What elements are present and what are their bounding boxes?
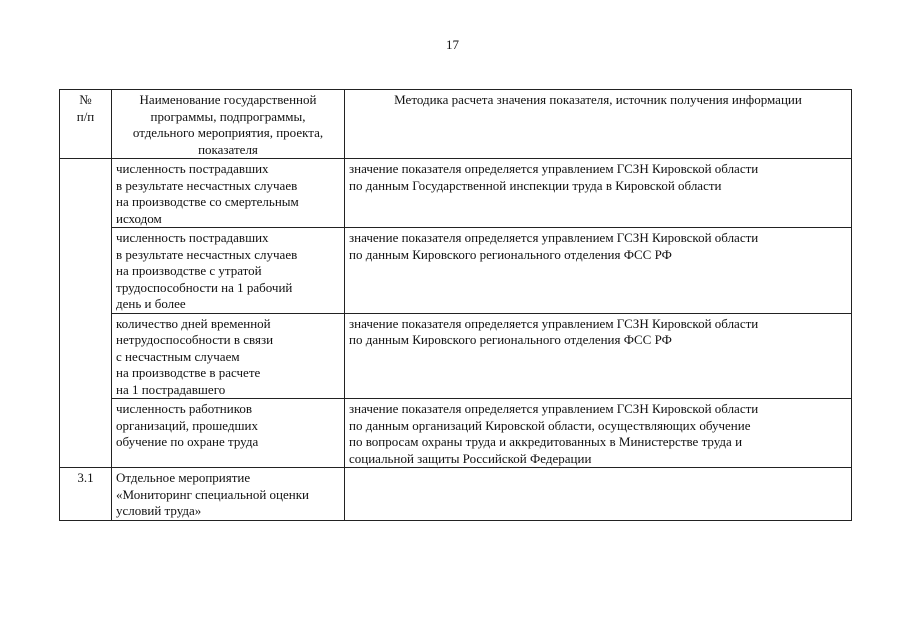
row-name-cell: [112, 159, 345, 228]
row-name-cell: [112, 468, 345, 521]
row-method-cell: [345, 159, 852, 228]
row-name-line: на производстве с утратой: [116, 263, 262, 278]
row-num-cell: [60, 159, 112, 468]
header-name-line: показателя: [198, 141, 258, 157]
row-method-line: значение показателя определяется управлением ГСЗН Кировской области: [349, 161, 759, 176]
row-name-line: нетрудоспособности в связи: [116, 332, 274, 347]
header-num: [60, 90, 112, 159]
table-row: [60, 468, 852, 521]
row-name-line: обучение по охране труда: [116, 434, 259, 449]
row-name-line: исходом: [116, 210, 162, 226]
row-method-line: значение показателя определяется управлением ГСЗН Кировской области: [349, 401, 759, 416]
indicators-table: [59, 89, 852, 521]
row-name-line: с несчастным случаем: [116, 348, 240, 364]
row-method-cell: [345, 228, 852, 314]
table-header-row: [60, 90, 852, 159]
row-name-cell: [112, 228, 345, 314]
header-name-line: Наименование государственной: [139, 92, 317, 107]
header-method: [345, 90, 852, 159]
row-name-line: на производстве со смертельным: [116, 194, 299, 209]
header-num-line: №: [79, 92, 92, 107]
row-name-line: численность работников: [116, 401, 252, 416]
table-row: [60, 228, 852, 314]
row-name-line: в результате несчастных случаев: [116, 246, 298, 262]
table-row: [60, 399, 852, 468]
row-name-line: Отдельное мероприятие: [116, 470, 251, 485]
row-name-line: в результате несчастных случаев: [116, 177, 298, 193]
table-row: [60, 159, 852, 228]
row-name-line: численность пострадавших: [116, 230, 269, 245]
row-num-cell: 3.1: [60, 468, 112, 521]
row-method-line: по данным Государственной инспекции труда в Кировской области: [349, 177, 722, 193]
row-method-cell: [345, 399, 852, 468]
row-name-line: «Мониторинг специальной оценки: [116, 486, 309, 502]
row-method-line: значение показателя определяется управлением ГСЗН Кировской области: [349, 230, 759, 245]
row-method-cell: [345, 313, 852, 399]
row-name-line: условий труда»: [116, 503, 202, 518]
row-name-line: трудоспособности на 1 рабочий: [116, 279, 293, 295]
row-method-line: по вопросам охраны труда и аккредитованных в Министерстве труда и: [349, 434, 743, 449]
table-row: [60, 313, 852, 399]
header-method-line: Методика расчета значения показателя, источник получения информации: [394, 92, 802, 107]
row-method-cell: [345, 468, 852, 521]
row-name-line: организаций, прошедших: [116, 417, 258, 433]
row-name-line: день и более: [116, 296, 186, 311]
header-num-line: п/п: [76, 108, 95, 124]
row-method-line: значение показателя определяется управлением ГСЗН Кировской области: [349, 315, 759, 331]
row-method-line: социальной защиты Российской Федерации: [349, 450, 592, 466]
row-method-line: по данным Кировского регионального отделения ФСС РФ: [349, 332, 672, 347]
row-name-cell: [112, 313, 345, 399]
row-name-line: численность пострадавших: [116, 161, 269, 176]
header-name-line: отдельного мероприятия, проекта,: [132, 125, 324, 140]
row-method-line: по данным организаций Кировской области, осуществляющих обучение: [349, 417, 751, 433]
row-name-cell: [112, 399, 345, 468]
row-name-line: на производстве в расчете: [116, 365, 261, 380]
row-method-line: по данным Кировского регионального отделения ФСС РФ: [349, 246, 672, 262]
row-name-line: на 1 пострадавшего: [116, 381, 226, 397]
header-name-line: программы, подпрограммы,: [150, 108, 306, 124]
header-name: [112, 90, 345, 159]
row-name-line: количество дней временной: [116, 315, 271, 331]
page-number: 17: [446, 37, 459, 52]
